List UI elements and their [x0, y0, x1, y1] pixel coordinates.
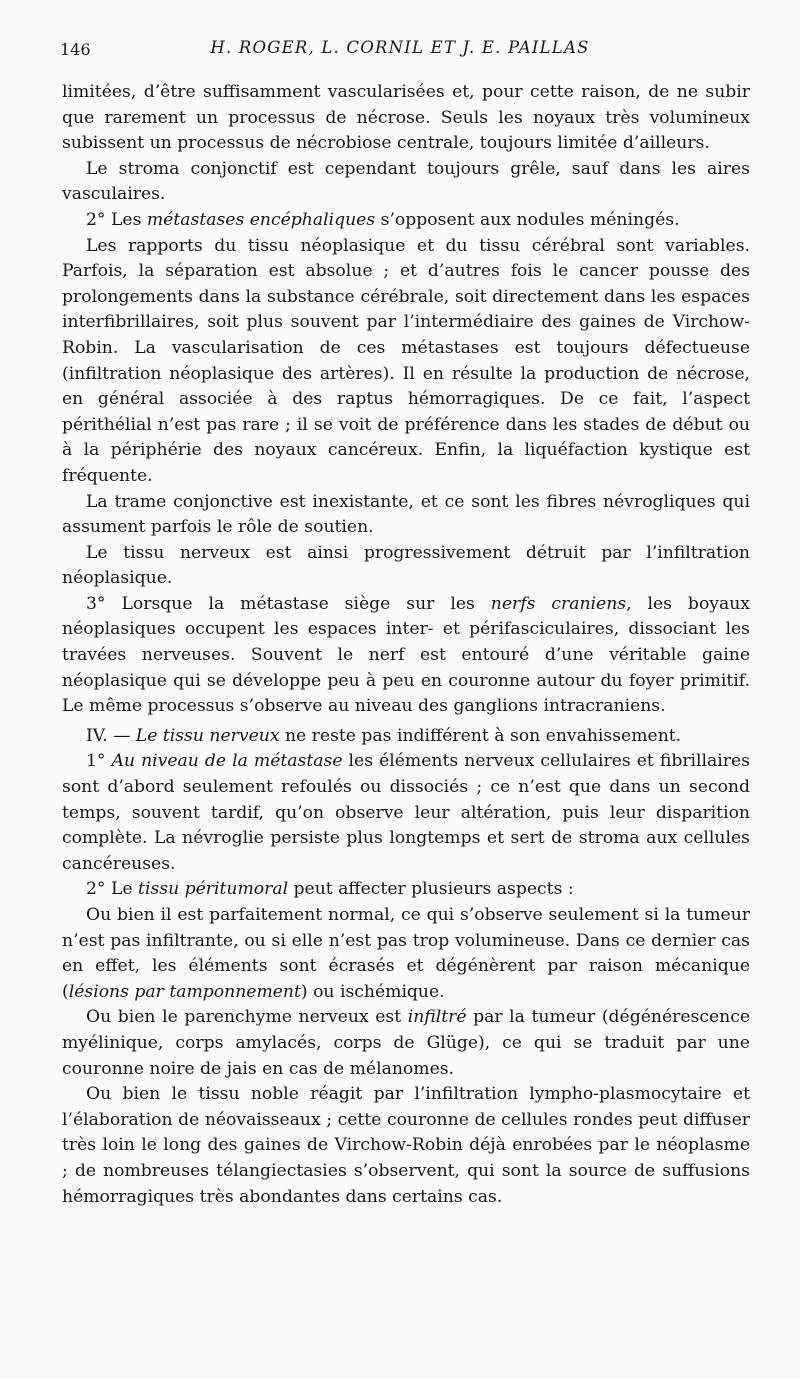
running-title: H. ROGER, L. CORNIL ET J. E. PAILLAS — [210, 38, 590, 57]
text-segment: La trame conjonctive est inexistante, et ce sont les fibres névrogliques qui assument parfois le rôle de soutien. — [62, 491, 750, 538]
paragraph — [62, 541, 750, 592]
italic-text: lésions par tamponnement — [68, 981, 301, 1002]
paragraph — [62, 592, 750, 720]
text-segment: Ou bien le tissu noble réagit par l’infiltration lympho-plasmocytaire et l’élaboration de néovaisseaux ; cette couronne de cellules rondes peut diffuser très loin le long des gaines de Virchow-Robin déjà enrobées par le néoplasme ; de nombreuses télangiectasies s’observent, qui sont la source de suffusions hémorragiques très abondantes dans certains cas. — [62, 1084, 750, 1207]
paragraph — [62, 1082, 750, 1210]
text-segment: les éléments nerveux cellulaires et fibrillaires sont d’abord seulement refoulés ou dissociés ; ce n’est que dans un second temps, souvent tardif, qu’on observe leur altération, puis leur disparition complète. La névroglie persiste plus longtemps et sert de stroma aux cellules cancéreuses. — [62, 751, 750, 874]
text-segment: Le tissu nerveux est ainsi progressivement détruit par l’infiltration néoplasique. — [62, 542, 750, 589]
page-number: 146 — [60, 40, 91, 59]
italic-text: Au niveau de la métastase — [111, 751, 343, 772]
text-segment: 2° Le — [86, 879, 139, 900]
text-segment: limitées, d’être suffisamment vascularisées et, pour cette raison, de ne subir que rarement un processus de nécrose. Seuls les noyaux très volumineux subissent un processus de nécrobiose centrale, toujours limitée d’ailleurs. — [62, 82, 750, 154]
text-segment: , les boyaux néoplasiques occupent les espaces inter- et périfasciculaires, dissociant les travées nerveuses. Souvent le nerf est entouré d’une véritable gaine néoplasique qui se développe peu à peu en couronne autour du foyer primitif. Le même processus s’observe au niveau des ganglions intracraniens. — [62, 593, 751, 717]
text-segment: 2° Les — [86, 209, 147, 230]
italic-text: nerfs craniens — [490, 593, 627, 614]
text-segment: IV. — — [86, 725, 136, 746]
text-segment: ne reste pas indifférent à son envahissement. — [279, 725, 682, 746]
text-segment: 3° Lorsque la métastase siège sur les — [86, 593, 491, 614]
italic-text: Le tissu nerveux — [135, 725, 280, 746]
text-segment: Ou bien il est parfaitement normal, ce qui s’observe seulement si la tumeur n’est pas infiltrante, ou si elle n’est pas trop volumineuse. Dans ce dernier cas en effet, les éléments sont écrasés et dégénèrent par raison mécanique ( — [62, 905, 750, 1002]
text-segment: ) ou ischémique. — [300, 981, 445, 1002]
text-segment: 1° — [86, 751, 112, 772]
text-segment: Le stroma conjonctif est cependant toujours grêle, sauf dans les aires vasculaires. — [62, 158, 750, 205]
paragraph — [62, 208, 750, 234]
paragraph — [62, 877, 750, 903]
page-header — [60, 38, 740, 68]
body-text — [62, 80, 750, 1210]
paragraph — [62, 80, 750, 157]
paragraph — [62, 490, 750, 541]
paragraph — [62, 157, 750, 208]
paragraph — [62, 724, 750, 750]
paragraph — [62, 1005, 750, 1082]
text-segment: Ou bien le parenchyme nerveux est — [86, 1007, 408, 1028]
italic-text: infiltré — [407, 1007, 467, 1028]
paragraph — [62, 749, 750, 877]
text-segment: s’opposent aux nodules méningés. — [375, 209, 680, 230]
text-segment: Les rapports du tissu néoplasique et du tissu cérébral sont variables. Parfois, la séparation est absolue ; et d’autres fois le cancer pousse des prolongements dans la substance cérébrale, soit directement dans les espaces interfibrillaires, soit plus souvent par l’intermédiaire des gaines de Virchow-Robin. La vascularisation de ces métastases est toujours défectueuse (infiltration néoplasique des artères). Il en résulte la production de nécrose, en général associée à des raptus hémorragiques. De ce fait, l’aspect périthélial n’est pas rare ; il se voit de préférence dans les stades de début ou à la périphérie des noyaux cancéreux. Enfin, la liquéfaction kystique est fréquente. — [62, 235, 750, 486]
paragraph — [62, 903, 750, 1005]
text-segment: par la tumeur (dégénérescence myélinique, corps amylacés, corps de Glüge), ce qui se traduit par une couronne noire de jais en cas de mélanomes. — [62, 1007, 750, 1079]
italic-text: métastases encéphaliques — [146, 209, 376, 230]
text-segment: peut affecter plusieurs aspects : — [288, 879, 574, 900]
paragraph — [62, 234, 750, 490]
italic-text: tissu péritumoral — [138, 879, 289, 900]
